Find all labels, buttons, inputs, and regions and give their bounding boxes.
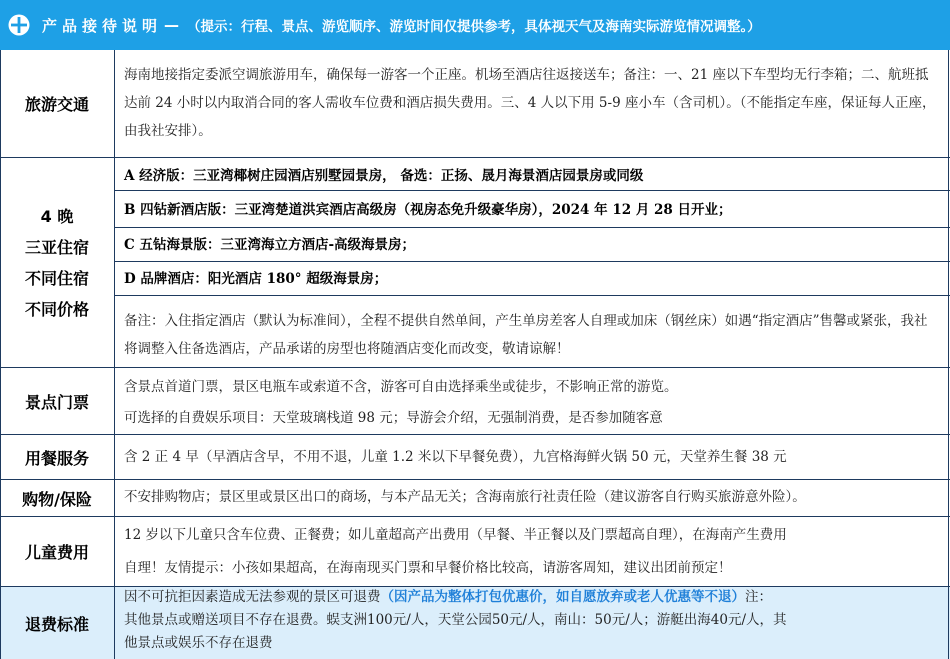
hotel-option-c: C 五钻海景版：三亚湾海立方酒店-高级海景房； [124,237,416,253]
hotel-label-line: 三亚住宿 [24,237,89,257]
children-fee-line-1: 12 岁以下儿童只含车位费、正餐费；如儿童超高产出费用（早餐、半正餐以及门票超高自理），在海南产生费用 [124,527,787,543]
cross-circle-icon [8,14,30,36]
row-divider [0,434,950,435]
hotel-label-line: 不同价格 [24,299,89,319]
refund-policy-text: 因不可抗拒因素造成无法参观的景区可退费 [124,589,381,605]
hotel-option-divider [115,227,950,228]
tickets-included: 含景点首道门票，景区电瓶车或索道不含，游客可自由选择乘坐或徒步，不影响正常的游览。 [124,379,678,395]
header-bar [0,0,950,50]
hotel-label-line: 不同住宿 [24,268,89,288]
row-divider [0,516,950,517]
row-divider [0,367,950,368]
transport-description: 海南地接指定委派空调旅游用车，确保每一游客一个正座。机场至酒店往返接送车；备注：一、21 座以下车型均无行李箱；二、航班抵达前 24 小时以内取消合同的客人需收车位费和酒店损失费用。三、4 人以下用 5-9 座小车（含司机）。（不能指定车座，保证每人正座，由我社安排）。 [124,67,936,139]
refund-line-2: 其他景点或赠送项目不存在退费。蜈支洲100元/人，天堂公园50元/人，南山：50元/人；游艇出海40元/人，其 [124,612,787,628]
header-dash: — [164,16,180,34]
row-divider [0,157,950,158]
hotel-option-divider [115,261,950,262]
refund-highlight-note: （因产品为整体打包优惠价，如自愿放弃或老人优惠等不退） [380,589,745,605]
hotel-option-divider [115,190,950,191]
hotel-option-d: D 品牌酒店：阳光酒店 180° 超级海景房； [124,271,388,287]
hotel-option-b: B 四钻新酒店版：三亚湾楚道洪宾酒店高级房（视房态免升级豪华房），2024 年 12 月 28 日开业； [124,202,732,218]
hotel-label-line: 4 晚 [40,206,74,226]
refund-line-3: 他景点或娱乐不存在退费 [124,635,273,651]
row-label-children: 儿童费用 [24,543,89,562]
hotel-option-divider [115,295,950,296]
refund-line-1 [124,586,772,609]
row-label-transport: 旅游交通 [24,95,89,114]
label-column-divider [114,50,115,659]
header-title: 产品接待说明 [42,16,163,35]
meals-description: 含 2 正 4 早（早酒店含早，不用不退，儿童 1.2 米以下早餐免费），九宫格海鲜火锅 50 元，天堂养生餐 38 元 [124,449,787,465]
shopping-insurance-description: 不安排购物店；景区里或景区出口的商场，与本产品无关；含海南旅行社责任险（建议游客自行购买旅游意外险）。 [124,489,806,505]
refund-note-prefix: 注： [745,589,772,605]
row-label-hotel [0,158,114,367]
row-label-tickets: 景点门票 [24,392,89,412]
row-label-shopping-insurance: 购物/保险 [22,489,92,509]
tickets-optional-activities: 可选择的自费娱乐项目：天堂玻璃栈道 98 元；导游会介绍，无强制消费，是否参加随客意 [124,410,663,426]
hotel-option-a: A 经济版：三亚湾椰树庄园酒店别墅园景房， 备选：正扬、晟月海景酒店园景房或同级 [124,168,644,184]
row-divider [0,479,950,480]
row-label-meals: 用餐服务 [24,448,89,468]
table-border-right [948,50,949,659]
hotel-note: 备注：入住指定酒店（默认为标准间），全程不提供自然单间，产生单房差客人自理或加床（钢丝床）如遇“指定酒店”售馨或紧张，我社将调整入住备选酒店，产品承诺的房型也将随酒店变化而改变，敬请谅解！ [124,313,928,357]
row-label-refund: 退费标准 [24,614,89,634]
children-fee-line-2: 自理！友情提示：小孩如果超高，在海南现买门票和早餐价格比较高，请游客周知，建议出团前预定！ [124,560,732,576]
header-hint: （提示：行程、景点、游览顺序、游览时间仅提供参考，具体视天气及海南实际游览情况调整。） [187,19,761,35]
